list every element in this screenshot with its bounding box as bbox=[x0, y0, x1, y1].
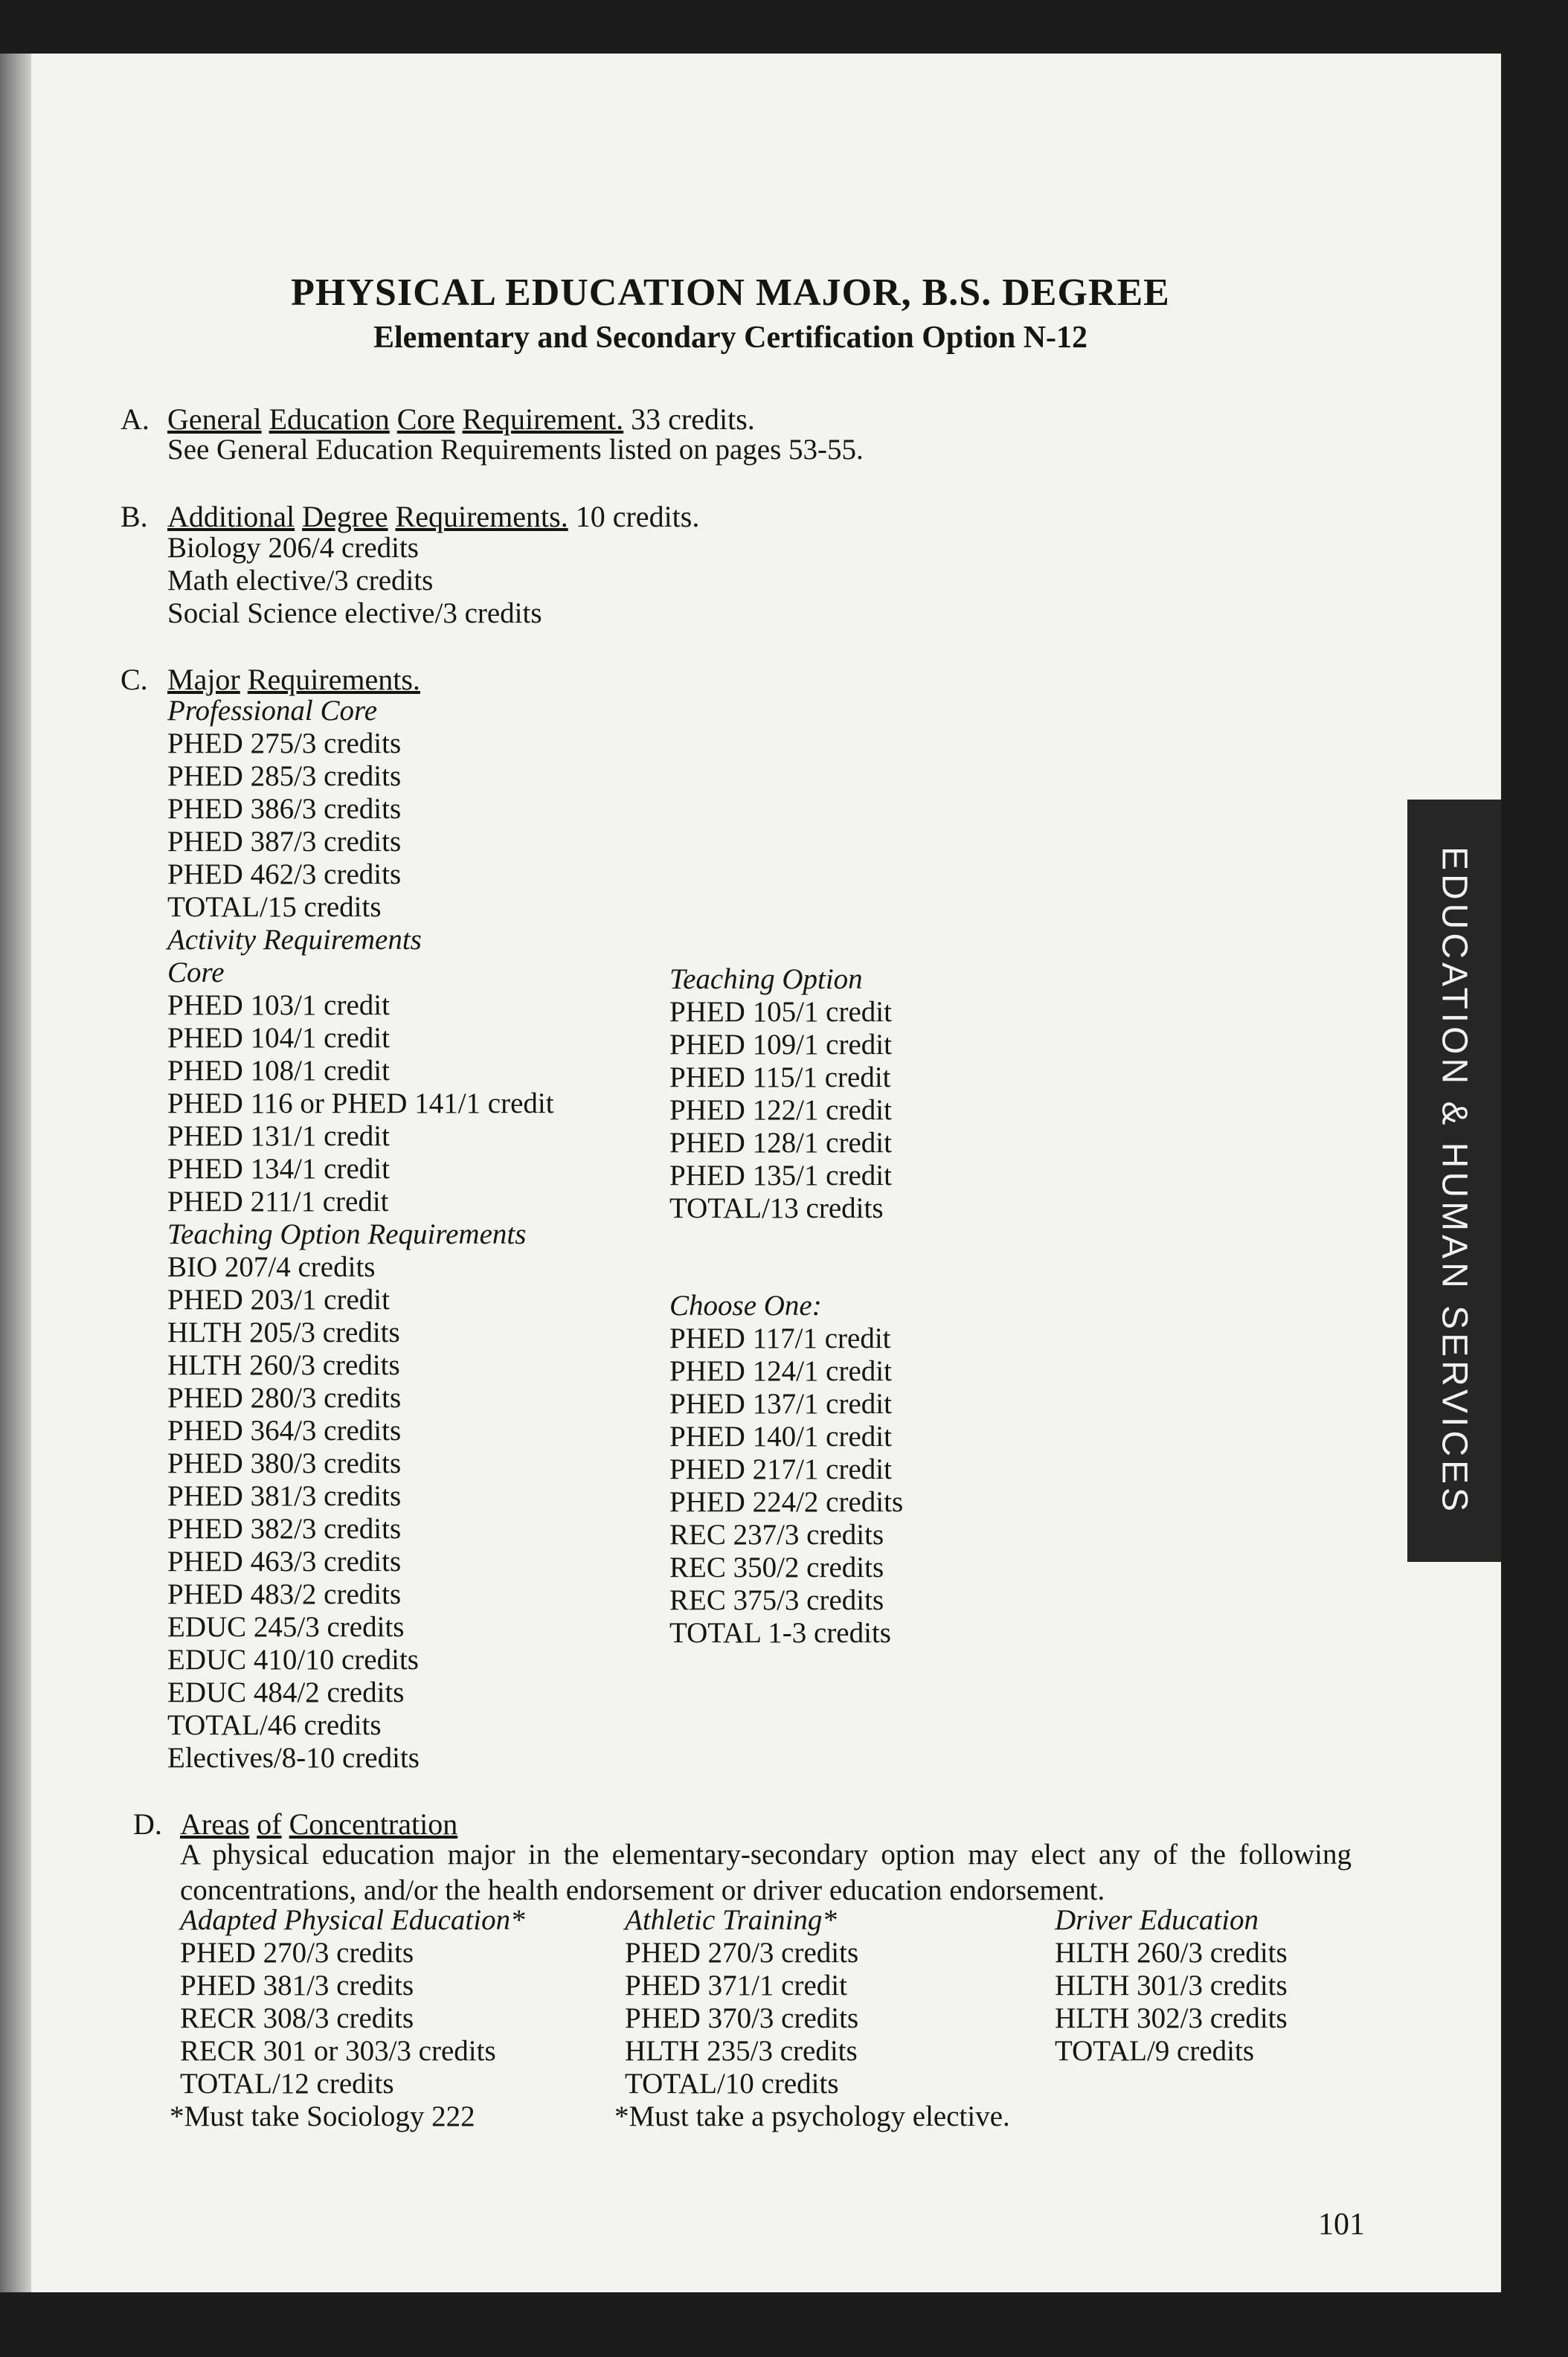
list-item: Electives/8-10 credits bbox=[167, 1742, 420, 1774]
subheading: Teaching Option Requirements bbox=[167, 1218, 527, 1250]
list-item: PHED 117/1 credit bbox=[669, 1322, 891, 1354]
list-item: Social Science elective/3 credits bbox=[167, 597, 542, 629]
heading-word: Requirement. bbox=[462, 402, 624, 436]
heading-word: Additional bbox=[167, 500, 295, 533]
footnote: *Must take a psychology elective. bbox=[614, 2100, 1010, 2132]
section-a-letter: A. bbox=[121, 402, 150, 436]
footnote: *Must take Sociology 222 bbox=[170, 2100, 475, 2132]
list-item: PHED 386/3 credits bbox=[167, 793, 402, 825]
list-item: PHED 483/2 credits bbox=[167, 1578, 402, 1610]
list-item: EDUC 484/2 credits bbox=[167, 1676, 405, 1708]
list-item: PHED 108/1 credit bbox=[167, 1055, 390, 1087]
list-item: Biology 206/4 credits bbox=[167, 532, 419, 564]
list-item: PHED 203/1 credit bbox=[167, 1284, 390, 1316]
heading-suffix: 10 credits. bbox=[575, 500, 700, 533]
list-item: EDUC 410/10 credits bbox=[167, 1644, 419, 1676]
list-item: HLTH 205/3 credits bbox=[167, 1316, 400, 1348]
list-item: PHED 109/1 credit bbox=[669, 1029, 892, 1061]
book-page bbox=[31, 54, 1501, 2292]
list-item: PHED 382/3 credits bbox=[167, 1513, 402, 1545]
list-item: PHED 462/3 credits bbox=[167, 858, 402, 890]
list-item: PHED 371/1 credit bbox=[625, 1969, 847, 2001]
list-item: PHED 463/3 credits bbox=[167, 1546, 402, 1578]
list-item: HLTH 301/3 credits bbox=[1055, 1969, 1288, 2001]
list-item: HLTH 260/3 credits bbox=[1055, 1937, 1288, 1969]
list-item: TOTAL/13 credits bbox=[669, 1192, 884, 1224]
heading-word: Areas bbox=[180, 1807, 250, 1841]
list-item: PHED 280/3 credits bbox=[167, 1382, 402, 1414]
list-item: PHED 137/1 credit bbox=[669, 1388, 892, 1420]
driver-education-column bbox=[1055, 1904, 1288, 2068]
heading-word: Major bbox=[167, 663, 240, 696]
heading-word: Requirements. bbox=[247, 663, 420, 696]
list-item: PHED 134/1 credit bbox=[167, 1153, 390, 1185]
list-item: PHED 116 or PHED 141/1 credit bbox=[167, 1087, 554, 1119]
page-title: PHYSICAL EDUCATION MAJOR, B.S. DEGREE bbox=[291, 271, 1170, 314]
list-item: HLTH 235/3 credits bbox=[625, 2035, 858, 2067]
section-a-heading bbox=[167, 402, 755, 437]
list-item: TOTAL/9 credits bbox=[1055, 2035, 1255, 2067]
section-c-heading bbox=[167, 662, 420, 697]
heading-word: Education bbox=[269, 402, 390, 436]
list-item: PHED 270/3 credits bbox=[180, 1937, 414, 1969]
heading-word: of bbox=[257, 1807, 282, 1841]
teaching-option-column bbox=[669, 963, 892, 1225]
list-item: PHED 122/1 credit bbox=[669, 1094, 892, 1126]
list-item: PHED 124/1 credit bbox=[669, 1355, 892, 1387]
choose-one-column bbox=[669, 1290, 903, 1650]
list-item: REC 350/2 credits bbox=[669, 1551, 884, 1583]
list-item: PHED 387/3 credits bbox=[167, 826, 402, 858]
heading-word: Core bbox=[396, 402, 455, 436]
list-item: PHED 128/1 credit bbox=[669, 1127, 892, 1159]
list-item: PHED 381/3 credits bbox=[167, 1480, 402, 1512]
subheading: Athletic Training* bbox=[625, 1904, 837, 1936]
subheading: Choose One: bbox=[669, 1290, 822, 1322]
adapted-pe-column bbox=[170, 1904, 525, 2133]
list-item: PHED 104/1 credit bbox=[167, 1022, 390, 1054]
athletic-training-column bbox=[614, 1904, 1010, 2133]
list-item: PHED 380/3 credits bbox=[167, 1447, 402, 1479]
list-item: HLTH 260/3 credits bbox=[167, 1349, 400, 1381]
section-c-letter: C. bbox=[121, 663, 148, 696]
heading-word: General bbox=[167, 402, 262, 436]
subheading: Adapted Physical Education* bbox=[180, 1904, 525, 1936]
list-item: PHED 217/1 credit bbox=[669, 1453, 892, 1485]
list-item: PHED 285/3 credits bbox=[167, 760, 402, 792]
list-item: RECR 308/3 credits bbox=[180, 2002, 414, 2034]
subheading: Driver Education bbox=[1055, 1904, 1259, 1936]
list-item: PHED 370/3 credits bbox=[625, 2002, 859, 2034]
list-item: PHED 270/3 credits bbox=[625, 1937, 859, 1969]
section-side-tab bbox=[1407, 800, 1501, 1562]
list-item: REC 375/3 credits bbox=[669, 1584, 884, 1616]
list-item: PHED 364/3 credits bbox=[167, 1415, 402, 1447]
section-c-left-column bbox=[167, 695, 554, 1775]
list-item: EDUC 245/3 credits bbox=[167, 1611, 405, 1643]
list-item: PHED 381/3 credits bbox=[180, 1969, 414, 2001]
section-d-letter: D. bbox=[133, 1807, 162, 1841]
page-number: 101 bbox=[1318, 2208, 1365, 2242]
heading-word: Concentration bbox=[289, 1807, 458, 1841]
side-tab-label: EDUCATION & HUMAN SERVICES bbox=[1434, 846, 1474, 1515]
list-item: TOTAL/46 credits bbox=[167, 1709, 382, 1741]
subheading: Core bbox=[167, 956, 225, 988]
section-b-letter: B. bbox=[121, 500, 148, 533]
heading-word: Degree bbox=[302, 500, 388, 533]
list-item: PHED 275/3 credits bbox=[167, 727, 402, 759]
heading-word: Requirements. bbox=[395, 500, 568, 533]
page-subtitle: Elementary and Secondary Certification Option N-12 bbox=[373, 321, 1088, 355]
list-item: TOTAL 1-3 credits bbox=[669, 1617, 891, 1649]
list-item: PHED 131/1 credit bbox=[167, 1120, 390, 1152]
section-d-heading bbox=[180, 1807, 457, 1842]
list-item: PHED 103/1 credit bbox=[167, 989, 390, 1021]
list-item: TOTAL/10 credits bbox=[625, 2068, 839, 2100]
list-item: TOTAL/15 credits bbox=[167, 891, 382, 923]
section-a-line: See General Education Requirements listed on pages 53-55. bbox=[167, 434, 864, 466]
list-item: PHED 224/2 credits bbox=[669, 1486, 904, 1518]
list-item: PHED 115/1 credit bbox=[669, 1061, 891, 1093]
subheading: Activity Requirements bbox=[167, 924, 422, 956]
list-item: Math elective/3 credits bbox=[167, 565, 434, 597]
list-item: HLTH 302/3 credits bbox=[1055, 2002, 1288, 2034]
list-item: TOTAL/12 credits bbox=[180, 2068, 394, 2100]
list-item: RECR 301 or 303/3 credits bbox=[180, 2035, 496, 2067]
section-b-list bbox=[167, 532, 542, 630]
heading-suffix: 33 credits. bbox=[631, 402, 755, 436]
list-item: PHED 105/1 credit bbox=[669, 996, 892, 1028]
section-d-paragraph: A physical education major in the elementary-secondary option may elect any of the following concentrations, and/or the health endorsement or driver education endorsement. bbox=[180, 1839, 1352, 1906]
list-item: BIO 207/4 credits bbox=[167, 1251, 376, 1283]
list-item: REC 237/3 credits bbox=[669, 1519, 884, 1551]
list-item: PHED 135/1 credit bbox=[669, 1160, 892, 1192]
list-item: PHED 211/1 credit bbox=[167, 1186, 389, 1218]
subheading: Professional Core bbox=[167, 695, 378, 727]
section-b-heading bbox=[167, 499, 699, 534]
list-item: PHED 140/1 credit bbox=[669, 1421, 892, 1453]
subheading: Teaching Option bbox=[669, 963, 863, 995]
